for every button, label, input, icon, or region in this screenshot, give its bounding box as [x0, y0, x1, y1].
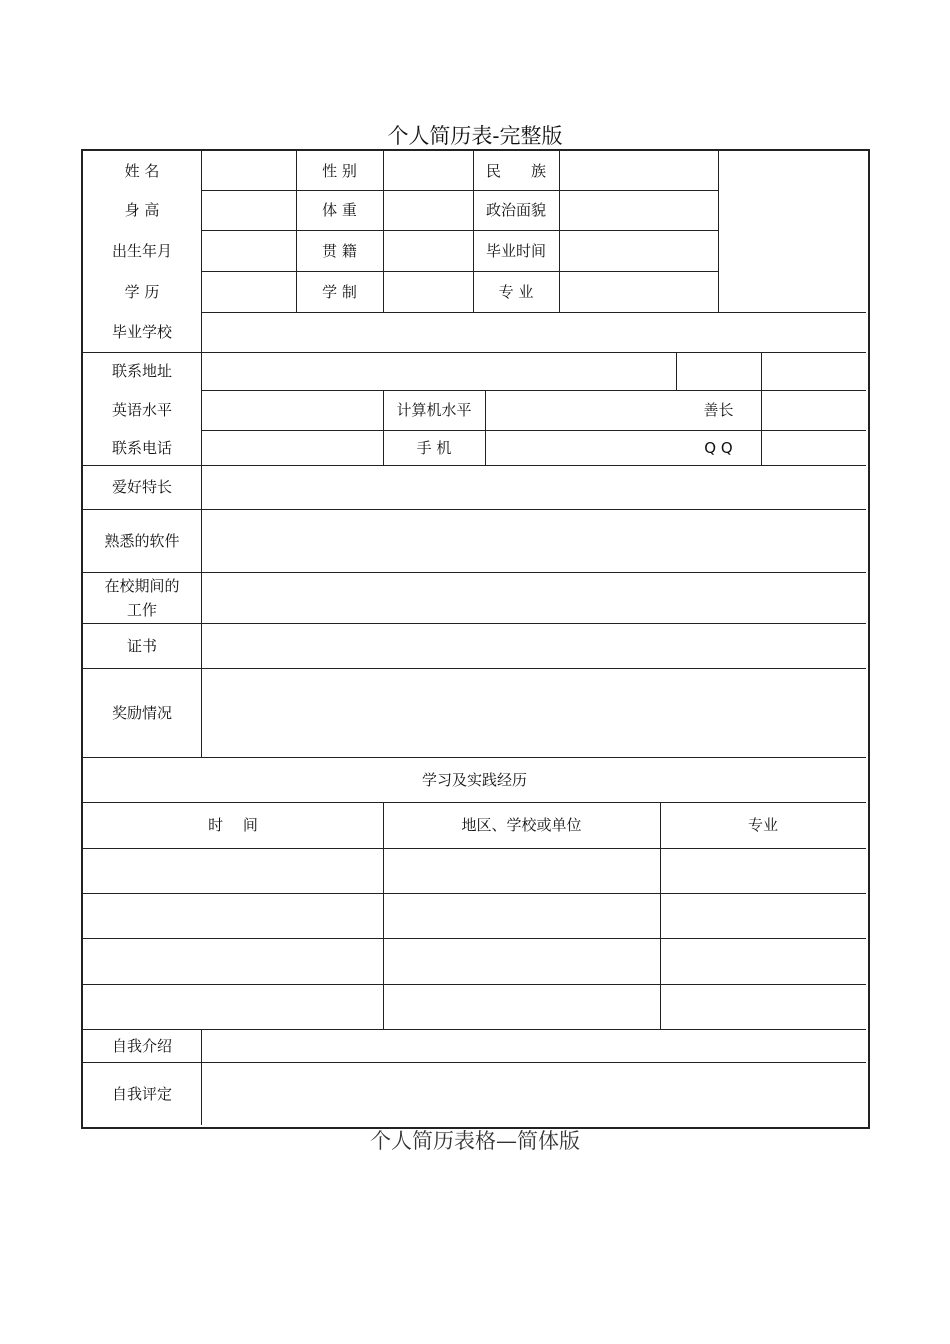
field-graduation-time[interactable]	[560, 231, 718, 271]
field-self-intro[interactable]	[202, 1030, 866, 1062]
experience-time-cell[interactable]	[84, 894, 383, 938]
field-self-eval[interactable]	[202, 1063, 866, 1125]
label-english-level: 英语水平	[111, 401, 172, 419]
label-certificates: 证书	[126, 636, 157, 655]
label-school-work: 在校期间的工作	[104, 576, 180, 619]
label-name: 姓 名	[124, 161, 160, 180]
experience-time-cell[interactable]	[84, 985, 383, 1029]
field-school-work[interactable]	[202, 573, 866, 623]
field-software[interactable]	[202, 510, 866, 572]
field-name[interactable]	[202, 151, 296, 190]
field-school-system[interactable]	[384, 272, 473, 312]
document-title: 个人简历表-完整版	[387, 124, 563, 148]
photo-box[interactable]	[719, 151, 866, 312]
column-header-major: 专业	[747, 816, 778, 834]
label-computer-level: 计算机水平	[396, 401, 472, 419]
field-education[interactable]	[202, 272, 296, 312]
experience-place-cell[interactable]	[384, 939, 660, 984]
field-address[interactable]	[202, 353, 676, 390]
experience-major-cell[interactable]	[661, 849, 866, 893]
field-gender[interactable]	[384, 151, 473, 190]
field-major[interactable]	[560, 272, 718, 312]
field-political-status[interactable]	[560, 191, 718, 230]
experience-major-cell[interactable]	[661, 985, 866, 1029]
experience-time-cell[interactable]	[84, 849, 383, 893]
label-mobile: 手 机	[416, 438, 452, 457]
field-certificates[interactable]	[202, 624, 866, 668]
field-computer-level[interactable]	[486, 391, 676, 430]
label-school-system: 学 制	[322, 282, 357, 301]
field-ethnicity[interactable]	[560, 151, 718, 190]
label-political-status: 政治面貌	[485, 201, 546, 219]
field-native-place[interactable]	[384, 231, 473, 271]
field-address-extra-1[interactable]	[677, 353, 761, 390]
field-specialty[interactable]	[762, 391, 866, 430]
label-self-eval: 自我评定	[111, 1084, 172, 1103]
label-self-intro: 自我介绍	[111, 1036, 172, 1055]
label-software: 熟悉的软件	[104, 531, 180, 550]
footer-title: 个人简历表格—简体版	[370, 1129, 580, 1153]
label-gender: 性 别	[322, 161, 357, 180]
label-address: 联系地址	[111, 362, 172, 380]
label-weight: 体 重	[322, 201, 357, 219]
label-graduated-school: 毕业学校	[111, 323, 172, 341]
field-height[interactable]	[202, 191, 296, 230]
label-specialty: 善长	[703, 401, 734, 419]
field-english-level[interactable]	[202, 391, 383, 430]
column-header-time: 时 间	[208, 816, 258, 834]
label-graduation-time: 毕业时间	[485, 241, 546, 260]
label-qq: Q Q	[704, 438, 733, 457]
column-header-place: 地区、学校或单位	[461, 816, 582, 834]
experience-major-cell[interactable]	[661, 894, 866, 938]
experience-major-cell[interactable]	[661, 939, 866, 984]
experience-heading: 学习及实践经历	[421, 770, 527, 789]
label-birth-date: 出生年月	[111, 241, 172, 260]
label-ethnicity: 民 族	[485, 161, 546, 180]
label-height: 身 高	[124, 201, 160, 219]
label-awards: 奖励情况	[111, 703, 172, 722]
field-weight[interactable]	[384, 191, 473, 230]
label-major: 专 业	[498, 282, 534, 301]
experience-place-cell[interactable]	[384, 894, 660, 938]
field-hobbies[interactable]	[202, 466, 866, 509]
field-awards[interactable]	[202, 669, 866, 757]
field-qq[interactable]	[762, 431, 866, 465]
field-mobile[interactable]	[486, 431, 676, 465]
field-phone[interactable]	[202, 431, 383, 465]
label-education: 学 历	[124, 282, 160, 301]
experience-place-cell[interactable]	[384, 985, 660, 1029]
label-phone: 联系电话	[111, 438, 172, 457]
experience-time-cell[interactable]	[84, 939, 383, 984]
label-hobbies: 爱好特长	[111, 478, 172, 496]
label-native-place: 贯 籍	[322, 241, 357, 260]
field-graduated-school[interactable]	[202, 313, 866, 352]
field-birth-date[interactable]	[202, 231, 296, 271]
experience-place-cell[interactable]	[384, 849, 660, 893]
field-address-extra-2[interactable]	[762, 353, 866, 390]
